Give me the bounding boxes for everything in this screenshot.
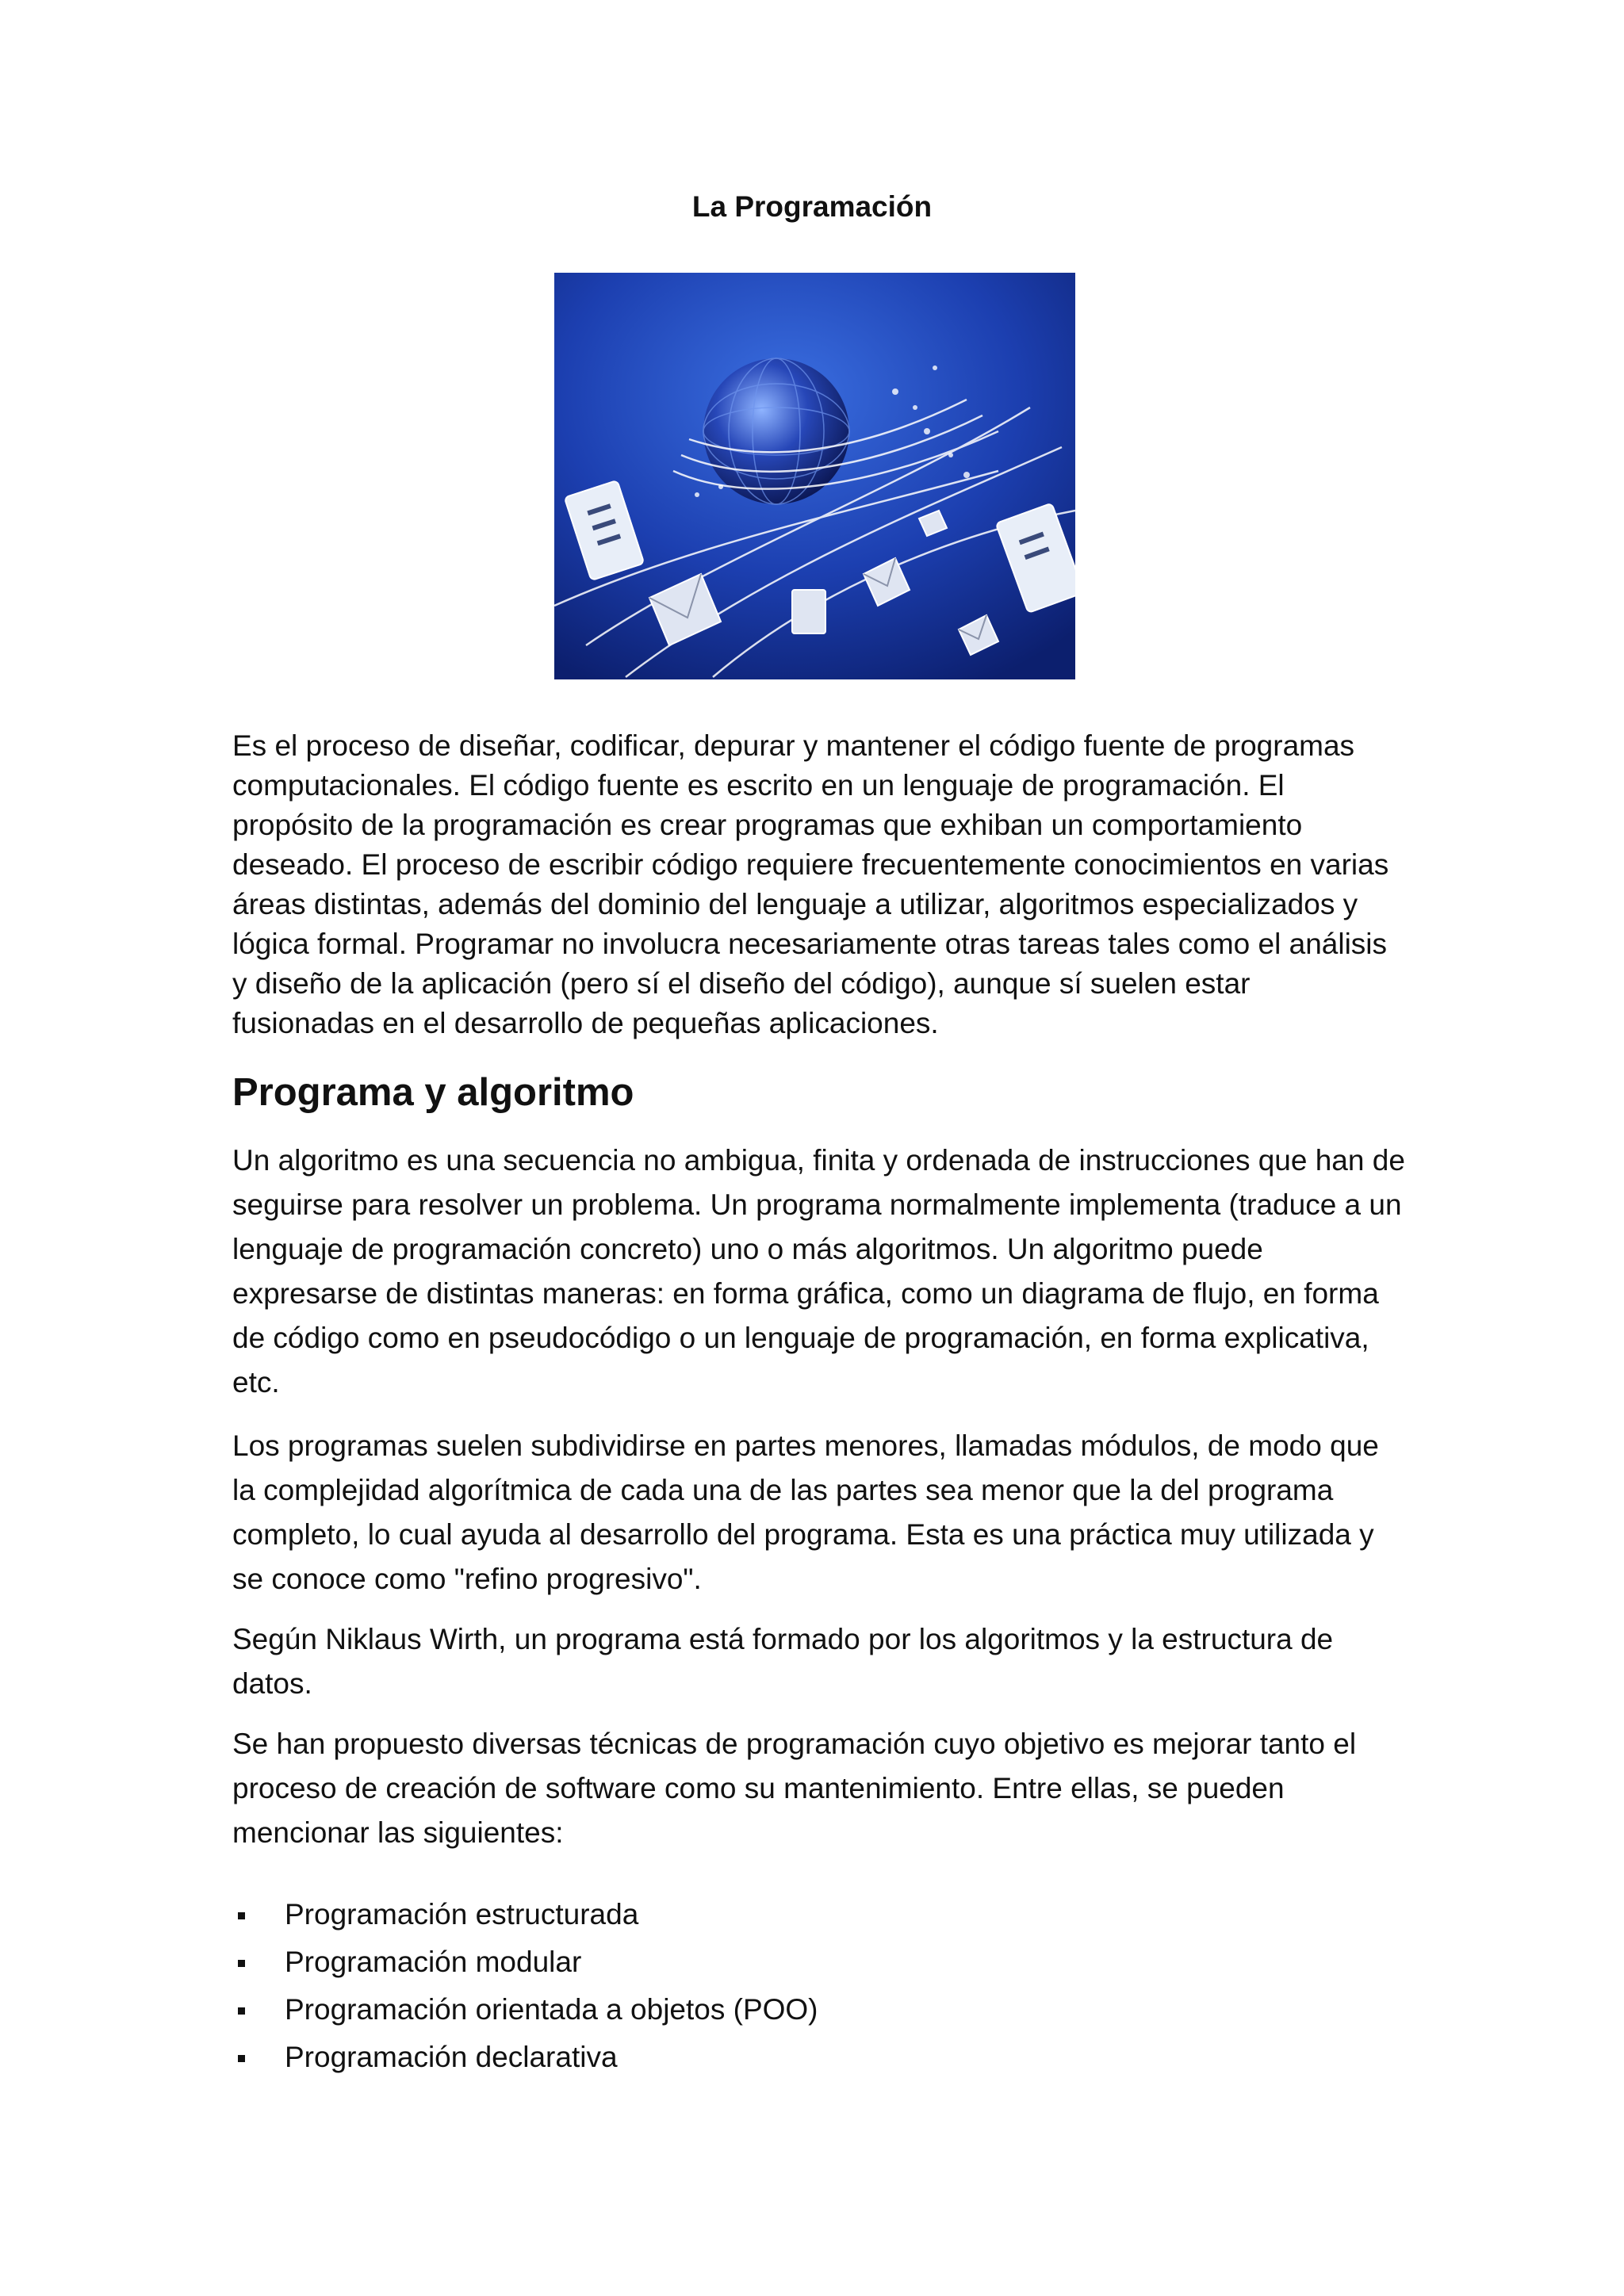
globe-illustration: [554, 273, 1075, 679]
paragraph-wirth: Según Niklaus Wirth, un programa está formado por los algoritmos y la estructura de datos.: [232, 1623, 1334, 1700]
paragraph-algoritmo: Un algoritmo es una secuencia no ambigua, finita y ordenada de instrucciones que han de seguirse para resolver un problema. Un programa normalmente implementa (traduce a un lenguaje de programación concreto) uno o más algoritmos. Un algoritmo puede expresarse de distintas maneras: en forma gráfica, como un diagrama de flujo, en forma de código como en pseudocódigo o un lenguaje de programación, en forma explicativa, etc.: [232, 1144, 1405, 1399]
list-item: Programación modular: [232, 1938, 818, 1986]
techniques-list: [232, 1891, 818, 2081]
paragraph-modulos: Los programas suelen subdividirse en partes menores, llamadas módulos, de modo que la complejidad algorítmica de cada una de las partes sea menor que la del programa completo, lo cual ayuda al desarrollo del programa. Esta es una práctica muy utilizada y se conoce como "refino progresivo".: [232, 1429, 1379, 1595]
document-title: La Programación: [691, 190, 933, 223]
list-item: Programación orientada a objetos (POO): [232, 1986, 818, 2034]
paragraph-tecnicas: Se han propuesto diversas técnicas de programación cuyo objetivo es mejorar tanto el proceso de creación de software como su mantenimiento. Entre ellas, se pueden mencionar las siguientes:: [232, 1728, 1357, 1849]
list-item: Programación estructurada: [232, 1891, 818, 1938]
globe-image-icon: [554, 273, 1075, 679]
section-heading: Programa y algoritmo: [232, 1071, 634, 1114]
intro-paragraph: Es el proceso de diseñar, codificar, depurar y mantener el código fuente de programas computacionales. El código fuente es escrito en un lenguaje de programación. El propósito de la programación es crear programas que exhiban un comportamiento deseado. El proceso de escribir código requiere frecuentemente conocimientos en varias áreas distintas, además del dominio del lenguaje a utilizar, algoritmos especializados y lógica formal. Programar no involucra necesariamente otras tareas tales como el análisis y diseño de la aplicación (pero sí el diseño del código), aunque sí suelen estar fusionadas en el desarrollo de pequeñas aplicaciones.: [232, 729, 1389, 1039]
list-item: Programación declarativa: [232, 2034, 818, 2081]
